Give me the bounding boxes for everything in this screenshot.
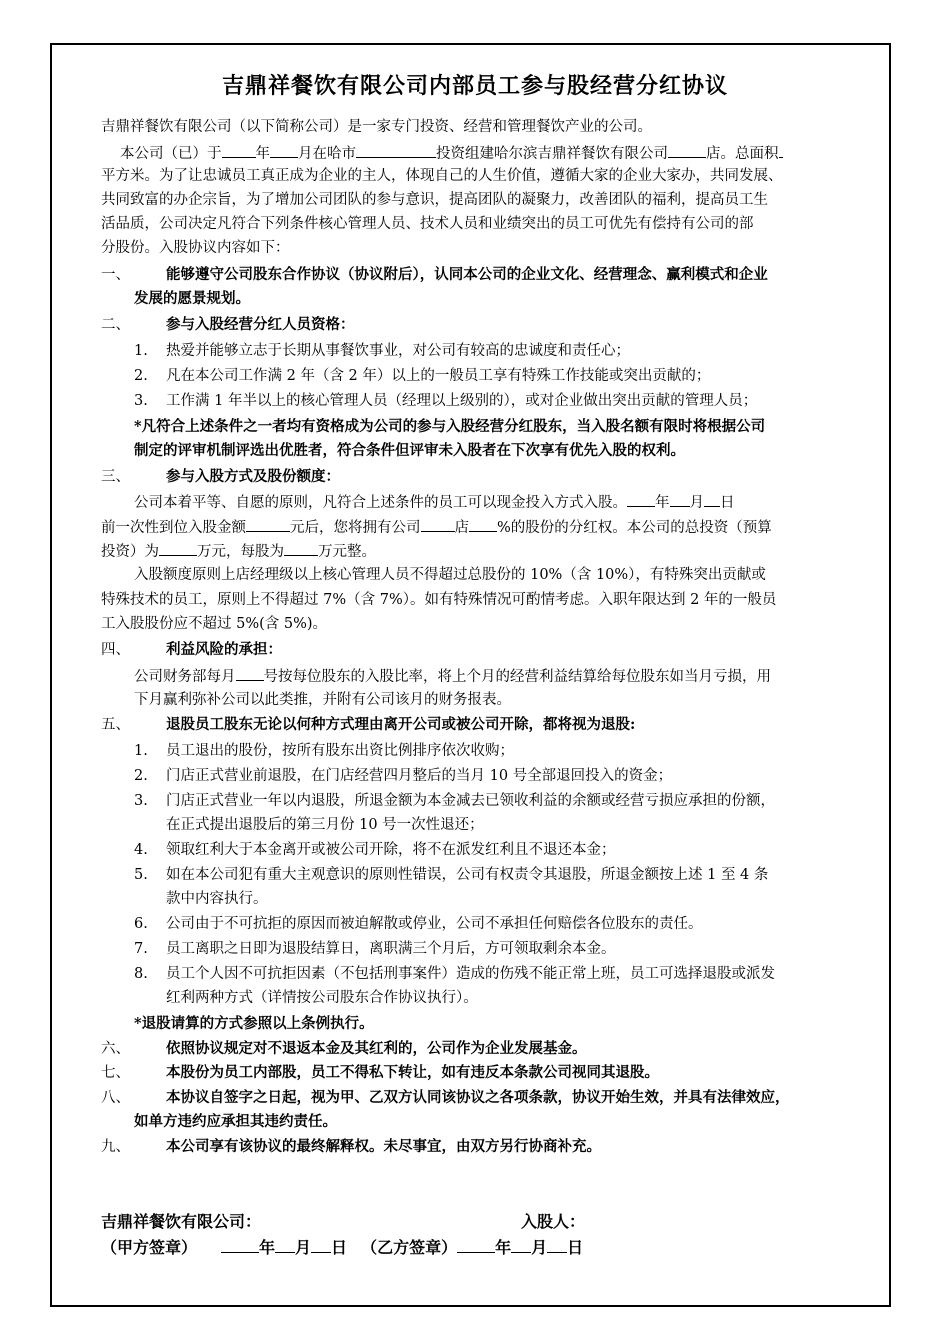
section-3-number: 三、 [101,469,130,485]
section-8-number: 八、 [101,1090,130,1106]
intro-paragraph-2-line-4: 活品质，公司决定凡符合下列条件核心管理人员、技术人员和业绩突出的员工可优先有偿持有公司的部 [101,216,754,232]
section-2-number: 二、 [101,317,130,333]
section-3-paragraph-1-line-2: 前一次性到位入股金额 元后，您将拥有公司 店 %的股份的分红权。本公司的总投资（预算 [101,516,772,538]
intro-paragraph-2-line-2: 平方米。为了让忠诚员工真正成为企业的主人，体现自己的人生价值，遵循大家的企业大家办，共同发展、 [101,168,783,184]
section-5-item-8-line-2: 红利两种方式（详情按公司股东合作协议执行）。 [166,990,478,1006]
section-5-number: 五、 [101,717,130,733]
section-2-heading: 参与入股经营分红人员资格： [166,316,355,333]
section-5-item-3-line-1: 门店正式营业一年以内退股，所退金额为本金减去已领收利益的余额或经营亏损应承担的份额， [166,793,775,809]
section-3-paragraph-1-line-1: 公司本着平等、自愿的原则，凡符合上述条件的员工可以现金投入方式入股。 年 月 日 [134,491,735,513]
section-5-item-4: 领取红利大于本金离开或被公司开除，将不在派发红利且不退还本金； [166,842,616,858]
section-5-item-5-number: 5. [134,867,148,883]
section-1-line-2: 发展的愿景规划。 [134,290,250,307]
section-5-item-3-number: 3. [134,793,148,809]
section-2-item-2: 凡在本公司工作满 2 年（含 2 年）以上的一般员工享有特殊工作技能或突出贡献的； [166,368,711,384]
section-3-paragraph-1-line-3: 投资）为 万元，每股为 万元整。 [101,540,376,562]
section-4-line-1: 公司财务部每月 号按每位股东的入股比率，将上个月的经营利益结算给每位股东如当月亏损，用 [134,665,771,687]
document-title: 吉鼎祥餐饮有限公司内部员工参与股经营分红协议 [221,74,728,99]
section-5-heading: 退股员工股东无论以何种方式理由离开公司或被公司开除，都将视为退股: [166,716,636,733]
section-2-item-1-number: 1. [134,343,148,359]
section-4-line-2: 下月赢利弥补公司以此类推，并附有公司该月的财务报表。 [134,692,511,708]
section-5-item-5-line-1: 如在本公司犯有重大主观意识的原则性错误，公司有权责令其退股，所退金额按上述 1 至 4 条 [166,867,769,883]
section-2-item-3-number: 3. [134,393,148,409]
section-5-item-2-number: 2. [134,768,148,784]
section-3-paragraph-2-line-1: 入股额度原则上店经理级以上核心管理人员不得超过总股份的 10%（含 10%），有特殊突出贡献或 [134,567,766,583]
section-5-item-5-line-2: 款中内容执行。 [166,891,268,907]
section-3-paragraph-2-line-2: 特殊技术的员工，原则上不得超过 7%（含 7%）。如有特殊情况可酌情考虑。入职年限达到 2 年的一般员 [101,592,777,608]
section-2-item-2-number: 2. [134,368,148,384]
section-1-number: 一、 [101,267,130,283]
section-6-number: 六、 [101,1041,130,1057]
section-5-item-1-number: 1. [134,743,148,759]
intro-paragraph-2-line-5: 分股份。入股协议内容如下： [101,240,290,256]
section-1-line-1: 能够遵守公司股东合作协议（协议附后），认同本公司的企业文化、经营理念、赢利模式和企业 [166,266,768,283]
section-7-text: 本股份为员工内部股，员工不得私下转让，如有违反本条款公司视同其退股。 [166,1064,659,1081]
section-5-item-6: 公司由于不可抗拒的原因而被迫解散或停业，公司不承担任何赔偿各位股东的责任。 [166,916,703,932]
section-5-item-4-number: 4. [134,842,148,858]
section-5-item-7-number: 7. [134,941,148,957]
section-2-item-3: 工作满 1 年半以上的核心管理人员（经理以上级别的），或对企业做出突出贡献的管理人员； [166,393,758,409]
section-5-item-7: 员工离职之日即为退股结算日，离职满三个月后，方可领取剩余本金。 [166,941,616,957]
section-7-number: 七、 [101,1065,130,1081]
section-5-item-2: 门店正式营业前退股，在门店经营四月整后的当月 10 号全部退回投入的资金； [166,768,673,784]
section-8-line-1: 本协议自签字之日起，视为甲、乙双方认同该协议之各项条款，协议开始生效，并具有法律效应， [166,1089,790,1106]
intro-paragraph-1: 吉鼎祥餐饮有限公司（以下简称公司）是一家专门投资、经营和管理餐饮产业的公司。 [101,119,652,135]
intro-paragraph-2-line-3: 共同致富的办企宗旨，为了增加公司团队的参与意识，提高团队的凝聚力，改善团队的福利，提高员工生 [101,192,768,208]
section-5-item-1: 员工退出的股份，按所有股东出资比例排序依次收购； [166,743,514,759]
section-2-item-1: 热爱并能够立志于长期从事餐饮事业，对公司有较高的忠诚度和责任心； [166,343,630,359]
party-a-signature-line: （甲方签章） 年 月 日 （乙方签章） 年 月 日 [101,1238,584,1257]
section-5-item-8-number: 8. [134,966,148,982]
section-5-note: *退股请算的方式参照以上条例执行。 [134,1015,374,1032]
section-4-number: 四、 [101,642,130,658]
section-5-item-8-line-1: 员工个人因不可抗拒因素（不包括刑事案件）造成的伤残不能正常上班，员工可选择退股或派发 [166,966,775,982]
section-6-text: 依照协议规定对不退返本金及其红利的，公司作为企业发展基金。 [166,1040,587,1057]
section-3-heading: 参与入股方式及股份额度： [166,468,340,485]
section-9-number: 九、 [101,1139,130,1155]
section-8-line-2: 如单方违约应承担其违约责任。 [134,1113,337,1130]
section-9-text: 本公司享有该协议的最终解释权。未尽事宜，由双方另行协商补充。 [166,1138,601,1155]
intro-paragraph-2-line-1: 本公司（已）于 年 月在哈市 投资组建哈尔滨吉鼎祥餐饮有限公司 店。总面积 [120,142,783,164]
section-4-heading: 利益风险的承担： [166,641,282,658]
party-b-label: 入股人： [521,1212,586,1231]
section-2-note-line-2: 制定的评审机制评选出优胜者，符合条件但评审未入股者在下次享有优先入股的权利。 [134,442,685,459]
section-5-item-3-line-2: 在正式提出退股后的第三月份 10 号一次性退还； [166,817,484,833]
section-3-paragraph-2-line-3: 工入股股份应不超过 5%(含 5%)。 [101,616,328,632]
section-5-item-6-number: 6. [134,916,148,932]
section-2-note-line-1: *凡符合上述条件之一者均有资格成为公司的参与入股经营分红股东，当入股名额有限时将根据公司 [134,418,766,435]
party-a-label: 吉鼎祥餐饮有限公司： [101,1212,262,1231]
